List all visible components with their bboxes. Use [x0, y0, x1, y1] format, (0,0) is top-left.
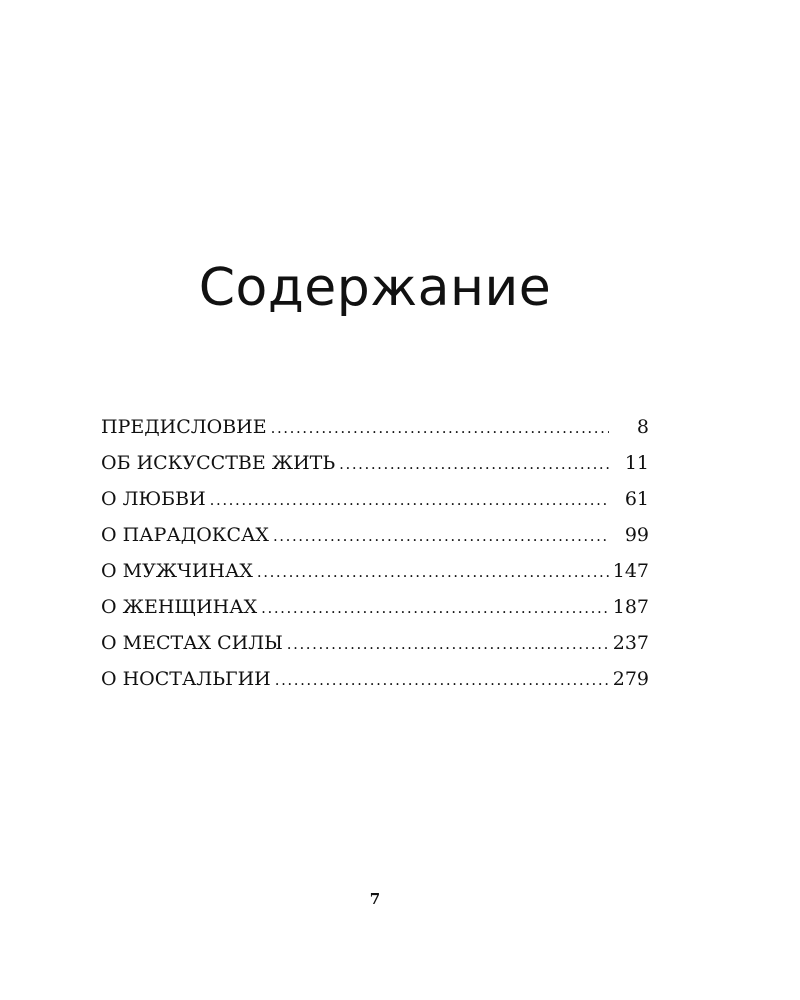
toc-entry-label: О МУЖЧИНАХ — [101, 560, 253, 582]
table-of-contents — [101, 412, 649, 700]
toc-entry-label: О ЖЕНЩИНАХ — [101, 596, 258, 618]
toc-entry-page: 11 — [624, 452, 649, 474]
toc-entry-page: 187 — [612, 596, 649, 618]
toc-entry-label: О ПАРАДОКСАХ — [101, 524, 269, 546]
toc-entry-label: О МЕСТАХ СИЛЫ — [101, 632, 283, 654]
toc-leader-dots — [210, 485, 609, 515]
toc-entry-paradoxes[interactable] — [101, 520, 649, 556]
toc-entry-women[interactable] — [101, 592, 649, 628]
toc-entry-love[interactable] — [101, 484, 649, 520]
toc-leader-dots — [275, 665, 609, 695]
toc-entry-preface[interactable] — [101, 412, 649, 448]
toc-entry-page: 99 — [624, 524, 649, 546]
toc-entry-label: О НОСТАЛЬГИИ — [101, 668, 271, 690]
toc-leader-dots — [257, 557, 609, 587]
page-number: 7 — [369, 890, 381, 908]
toc-leader-dots — [273, 521, 609, 551]
toc-entry-page: 279 — [612, 668, 649, 690]
page-title: Содержание — [198, 258, 552, 318]
toc-leader-dots — [271, 413, 609, 443]
toc-entry-page: 147 — [612, 560, 649, 582]
toc-entry-page: 61 — [624, 488, 649, 510]
toc-entry-nostalgia[interactable] — [101, 664, 649, 700]
toc-entry-men[interactable] — [101, 556, 649, 592]
toc-entry-art-of-living[interactable] — [101, 448, 649, 484]
toc-entry-page: 8 — [636, 416, 649, 438]
toc-entry-label: О ЛЮБВИ — [101, 488, 206, 510]
toc-entry-page: 237 — [612, 632, 649, 654]
toc-entry-places-of-power[interactable] — [101, 628, 649, 664]
toc-leader-dots — [339, 449, 609, 479]
toc-entry-label: ОБ ИСКУССТВЕ ЖИТЬ — [101, 452, 336, 474]
toc-entry-label: ПРЕДИСЛОВИЕ — [101, 416, 267, 438]
toc-leader-dots — [261, 593, 609, 623]
toc-leader-dots — [287, 629, 609, 659]
